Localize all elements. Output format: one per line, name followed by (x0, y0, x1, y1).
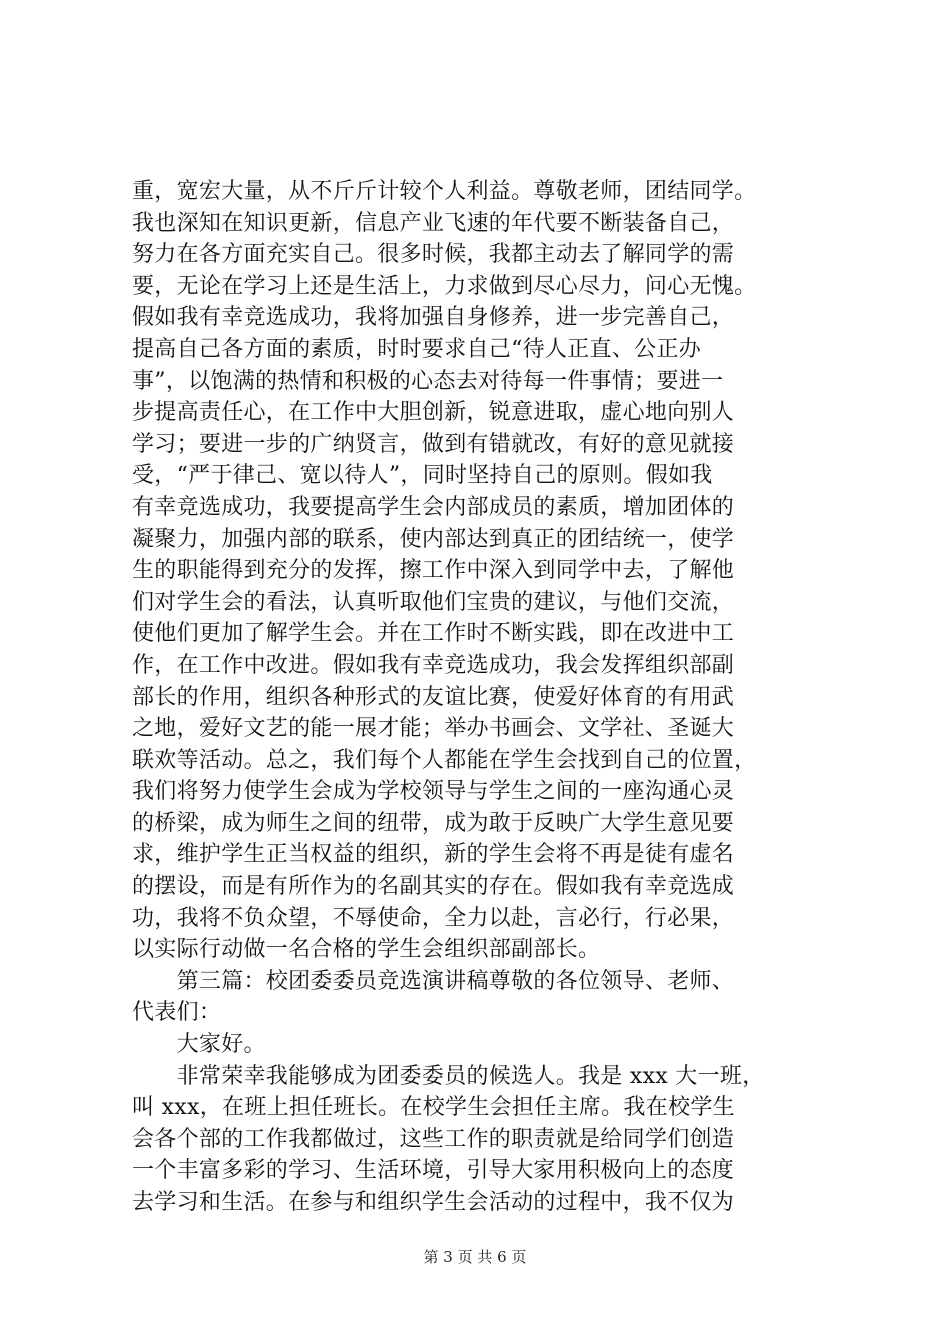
text-line: 会各个部的工作我都做过，这些工作的职责就是给同学们创造 (132, 1126, 735, 1152)
text-line: 功，我将不负众望，不辱使命，全力以赴，言必行，行必果， (132, 905, 735, 931)
text-line: 去学习和生活。在参与和组织学生会活动的过程中，我不仅为 (132, 1190, 735, 1215)
text-line: 求，维护学生正当权益的组织，新的学生会将不再是徒有虚名 (132, 842, 735, 868)
text-line: 步提高责任心，在工作中大胆创新，锐意进取，虚心地向别人 (132, 400, 735, 426)
text-line: 代表们： (132, 1000, 222, 1026)
text-line: 的桥梁，成为师生之间的纽带，成为敢于反映广大学生意见要 (132, 810, 735, 836)
text-line: 事”，以饱满的热情和积极的心态去对待每一件事情；要进一 (132, 368, 724, 394)
text-line: 我也深知在知识更新，信息产业飞速的年代要不断装备自己， (132, 210, 735, 236)
text-line: 非常荣幸我能够成为团委委员的候选人。我是 xxx 大一班， (132, 1063, 765, 1089)
text-line: 假如我有幸竞选成功，我将加强自身修养，进一步完善自己， (132, 305, 735, 331)
text-line: 要，无论在学习上还是生活上，力求做到尽心尽力，问心无愧。 (132, 273, 757, 299)
text-line: 叫 xxx，在班上担任班长。在校学生会担任主席。我在校学生 (132, 1095, 735, 1121)
text-line: 大家好。 (132, 1032, 266, 1058)
text-line: 联欢等活动。总之，我们每个人都能在学生会找到自己的位置， (132, 747, 757, 773)
text-line: 有幸竞选成功，我要提高学生会内部成员的素质，增加团体的 (132, 494, 735, 520)
text-line: 学习；要进一步的广纳贤言，做到有错就改，有好的意见就接 (132, 431, 735, 457)
text-line: 提高自己各方面的素质，时时要求自己“待人正直、公正办 (132, 336, 702, 362)
text-line: 生的职能得到充分的发挥，擦工作中深入到同学中去，了解他 (132, 558, 735, 584)
body-text (132, 176, 832, 1219)
text-line: 的摆设，而是有所作为的名副其实的存在。假如我有幸竞选成 (132, 874, 735, 900)
text-line: 作，在工作中改进。假如我有幸竞选成功，我会发挥组织部副 (132, 652, 735, 678)
text-line: 们对学生会的看法，认真听取他们宝贵的建议，与他们交流， (132, 589, 735, 615)
text-line: 一个丰富多彩的学习、生活环境，引导大家用积极向上的态度 (132, 1158, 735, 1184)
text-line: 之地，爱好文艺的能一展才能；举办书画会、文学社、圣诞大 (132, 716, 735, 742)
text-line: 第三篇：校团委委员竞选演讲稿尊敬的各位领导、老师、 (132, 968, 735, 994)
text-line: 凝聚力，加强内部的联系，使内部达到真正的团结统一，使学 (132, 526, 735, 552)
text-line: 受，“严于律己、宽以待人”，同时坚持自己的原则。假如我 (132, 463, 713, 489)
text-line: 部长的作用，组织各种形式的友谊比赛，使爱好体育的有用武 (132, 684, 735, 710)
text-line: 以实际行动做一名合格的学生会组织部副部长。 (132, 937, 601, 963)
text-line: 努力在各方面充实自己。很多时候，我都主动去了解同学的需 (132, 242, 735, 268)
text-line: 重，宽宏大量，从不斤斤计较个人利益。尊敬老师，团结同学。 (132, 179, 757, 204)
text-line: 我们将努力使学生会成为学校领导与学生之间的一座沟通心灵 (132, 779, 735, 805)
page-footer: 第 3 页 共 6 页 (423, 1248, 527, 1266)
text-line: 使他们更加了解学生会。并在工作时不断实践，即在改进中工 (132, 621, 735, 647)
